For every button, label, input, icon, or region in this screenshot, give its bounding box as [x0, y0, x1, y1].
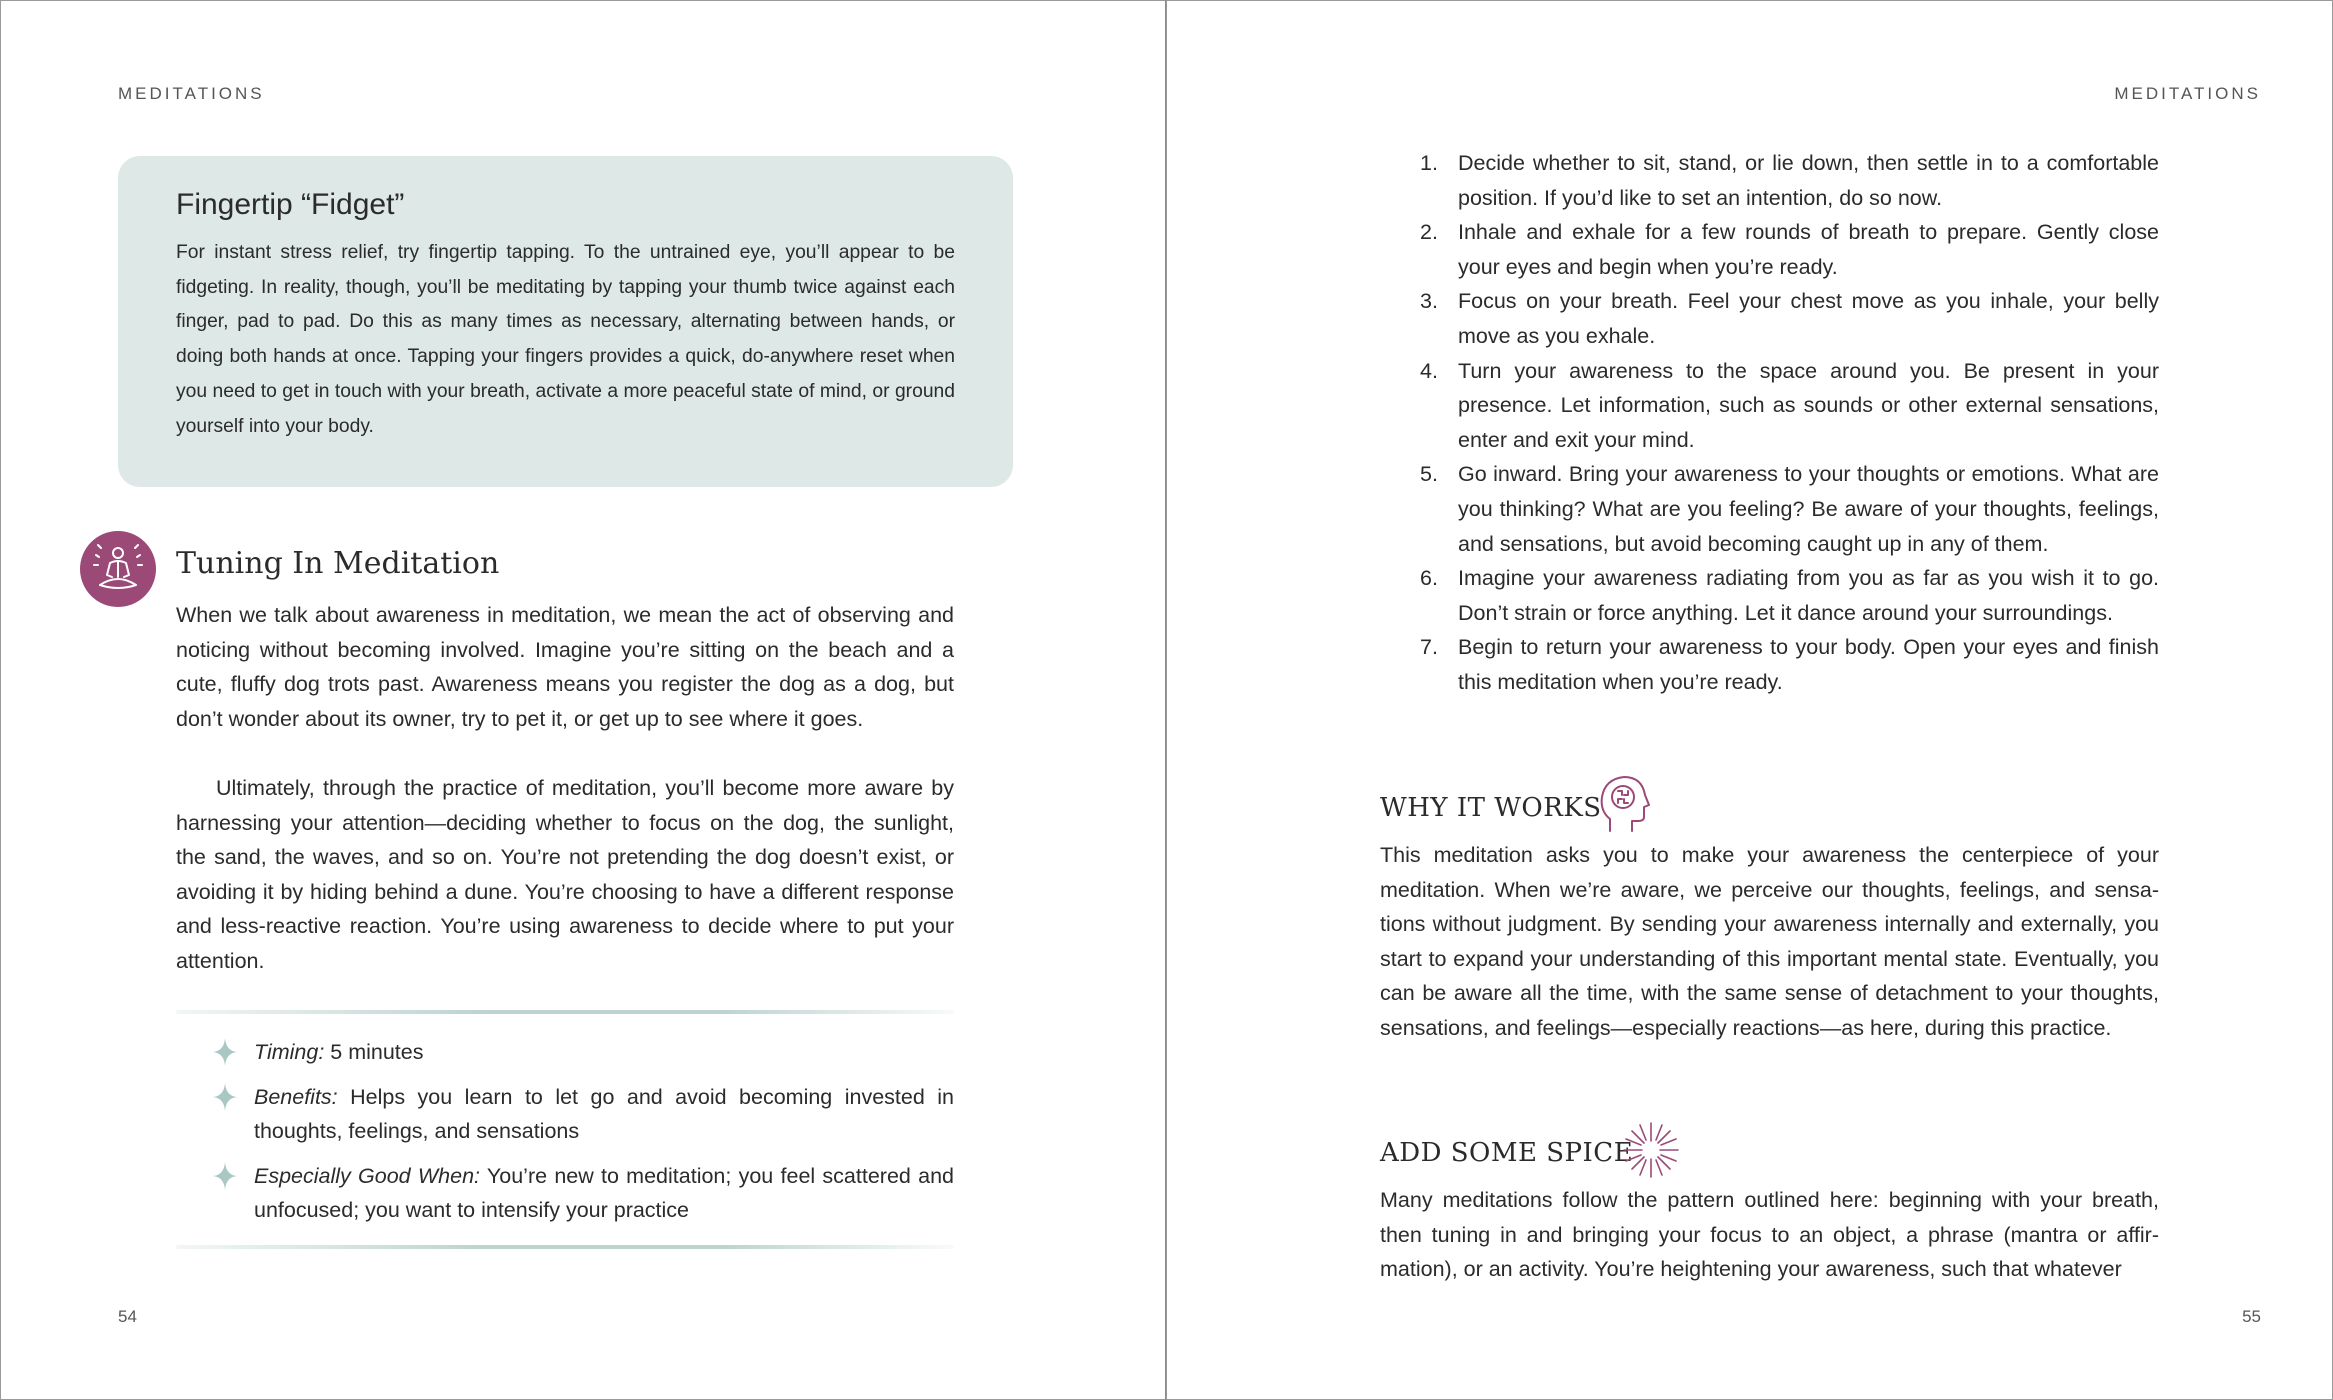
- facts-bottom-rule: [176, 1245, 954, 1249]
- step-text: Begin to return your awareness to your body. Open your eyes and finish this meditation when you’re ready.: [1458, 635, 2159, 694]
- step-text: Go inward. Bring your awareness to your thoughts or emotions. What are you thinking? What are you feeling? Be aware of your thoughts, feelings, and sensations, but avoid becoming caught up in any of them.: [1458, 462, 2159, 556]
- sparkle-icon: [212, 1082, 238, 1112]
- add-some-spice-heading: ADD SOME SPICE: [1380, 1138, 1634, 1168]
- step-item: [1380, 561, 2159, 630]
- meditation-steps-list: [1380, 146, 2159, 700]
- fact-benefits: [176, 1080, 954, 1149]
- running-head-left: MEDITATIONS: [118, 84, 265, 103]
- step-text: Decide whether to sit, stand, or lie down, then settle in to a comfortable position. If you’d like to set an intention, do so now.: [1458, 151, 2159, 210]
- meditation-paragraph-1: When we talk about awareness in meditation, we mean the act of observing and noticing without becoming involved. Imagine you’re sitting on the beach and a cute, fluffy dog trots past. Awareness means you register the dog as a dog, but don’t wonder about its owner, try to pet it, or get up to see where it goes.: [176, 603, 954, 731]
- meditating-figure-icon: [80, 531, 156, 607]
- page-number-right: 55: [2242, 1307, 2261, 1326]
- step-item: [1380, 630, 2159, 699]
- meditation-facts-list: [176, 1035, 954, 1238]
- meditation-title: Tuning In Meditation: [176, 546, 500, 581]
- step-number: 3.: [1420, 289, 1438, 314]
- step-number: 7.: [1420, 635, 1438, 660]
- step-number: 1.: [1420, 151, 1438, 175]
- step-item: [1380, 146, 2159, 215]
- step-item: [1380, 284, 2159, 353]
- step-text: Inhale and exhale for a few rounds of breath to prepare. Gently close your eyes and begin when you’re ready.: [1458, 220, 2159, 279]
- left-page: [0, 0, 1166, 1400]
- step-number: 4.: [1420, 358, 1438, 383]
- head-brain-icon: [1596, 773, 1650, 835]
- fact-timing: [176, 1035, 954, 1070]
- step-text: Imagine your awareness radiating from you as far as you wish it to go. Don’t strain or force anything. Let it dance around your surroundings.: [1458, 566, 2159, 625]
- starburst-icon: [1622, 1121, 1680, 1179]
- facts-top-rule: [176, 1010, 954, 1014]
- step-number: 6.: [1420, 566, 1438, 591]
- fact-especially-good-when: [176, 1159, 954, 1228]
- sidebar-body: For instant stress relief, try fingertip tapping. To the untrained eye, you’ll appear to be fidgeting. In reality, though, you’ll be meditating by tapping your thumb twice against each finger, pad to pad. Do this as many times as necessary, alternating between hands, or doing both hands at once. Tapping your fingers provides a quick, do-anywhere reset when you need to get in touch with your breath, activate a more peaceful state of mind, or ground yourself into your body.: [176, 242, 955, 437]
- why-it-works-text: This meditation asks you to make your awareness the centerpiece of your meditation. When we’re aware, we perceive our thoughts, feelings, and sensations without judgment. By sending your awareness internally and externally, you start to expand your understanding of this important mental state. Eventually, you can be aware all the time, with the same sense of detachment to your thoughts, sensations, and feelings—especially reactions—as here, during this practice.: [1380, 843, 2159, 1040]
- page-number-left: 54: [118, 1307, 137, 1326]
- fact-text: You’re new to meditation; you feel scattered and unfocused; you want to intensify your practice: [254, 1163, 954, 1223]
- step-text: Focus on your breath. Feel your chest move as you inhale, your belly move as you exhale.: [1458, 289, 2159, 348]
- step-item: [1380, 215, 2159, 284]
- fidget-sidebar-box: [118, 156, 1013, 487]
- why-it-works-heading: WHY IT WORKS: [1380, 793, 1602, 823]
- meditation-paragraph-2: Ultimately, through the practice of meditation, you’ll become more aware by harnessing your attention—deciding whether to focus on the dog, the sunlight, the sand, the waves, and so on. You’re not pretending the dog doesn’t exist, or avoiding it by hiding behind a dune. You’re choosing to have a different response and less-reactive reaction. You’re using awareness to decide where to put your attention.: [176, 776, 954, 973]
- step-item: [1380, 457, 2159, 561]
- fact-label: Benefits:: [254, 1084, 338, 1109]
- fact-label: Timing:: [254, 1040, 325, 1064]
- fact-text: Helps you learn to let go and avoid becoming invested in thoughts, feelings, and sensations: [254, 1084, 954, 1144]
- step-text: Turn your awareness to the space around you. Be present in your presence. Let information, such as sounds or other external sensations, enter and exit your mind.: [1458, 358, 2159, 452]
- add-some-spice-text: Many meditations follow the pattern outlined here: beginning with your breath, then tuning in and bringing your focus to an object, a phrase (mantra or affirmation), or an activity. You’re heightening your awareness, such that whatever: [1380, 1188, 2159, 1282]
- step-number: 5.: [1420, 462, 1438, 487]
- running-head-right: MEDITATIONS: [2114, 84, 2261, 103]
- step-number: 2.: [1420, 220, 1438, 245]
- sparkle-icon: [212, 1037, 238, 1067]
- fact-label: Especially Good When:: [254, 1163, 481, 1188]
- sidebar-title: Fingertip “Fidget”: [176, 188, 405, 221]
- sparkle-icon: [212, 1161, 238, 1191]
- step-item: [1380, 354, 2159, 458]
- fact-text: 5 minutes: [324, 1040, 424, 1064]
